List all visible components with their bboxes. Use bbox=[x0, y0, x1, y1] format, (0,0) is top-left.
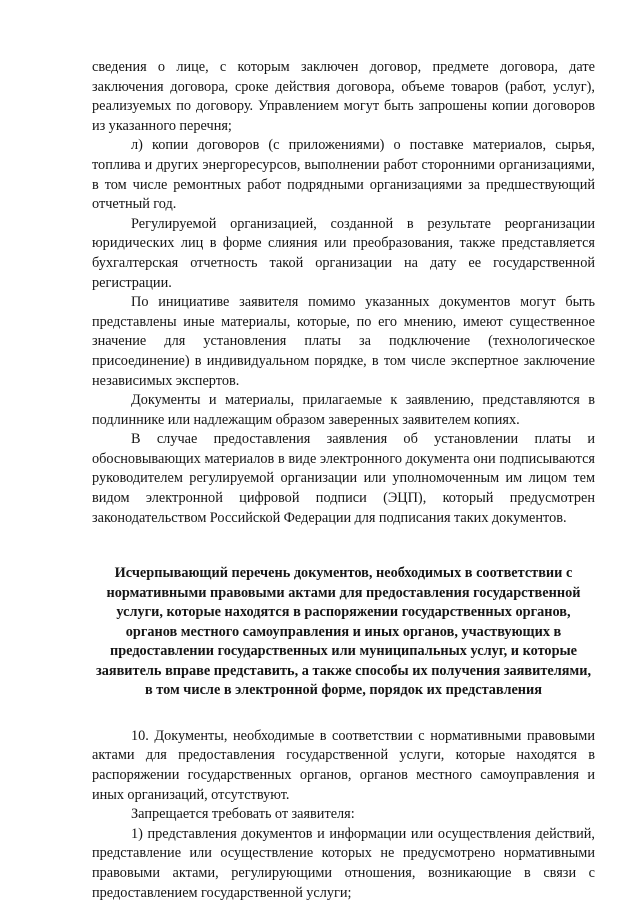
paragraph-additional-materials: По инициативе заявителя помимо указанных документов могут быть представлены иные материалы, которые, по его мнению, имеют существенное значение для установления платы за подключение (технологическое присоединение) в индивидуальном порядке, в том числе экспертное заключение независимых экспертов. bbox=[92, 294, 595, 389]
section-heading: Исчерпывающий перечень документов, необходимых в соответствии с нормативными правовыми актами для предоставления государственной услуги, которые находятся в распоряжении государственных органов, органов местного самоуправления и иных органов, участвующих в предоставлении государственных или муниципальных услуг, и которые заявитель вправе представить, а также способы их получения заявителями, в том числе в электронной форме, порядок их представления bbox=[95, 565, 592, 699]
paragraph-electronic-signature: В случае предоставления заявления об установлении платы и обосновывающих материалов в виде электронного документа они подписываются руководителем регулируемой организации или уполномоченным им лицом тем видом электронной цифровой подписи (ЭЦП), который предусмотрен законодательством Российской Федерации для подписания таких документов. bbox=[92, 431, 595, 526]
paragraph-reorganization: Регулируемой организацией, созданной в результате реорганизации юридических лиц в форме слияния или преобразования, также представляется бухгалтерская отчетность такой организации на дату ее государственной регистрации. bbox=[92, 215, 595, 291]
paragraph-prohibition-1: 1) представления документов и информации или осуществления действий, представление или осуществление которых не предусмотрено нормативными правовыми актами, регулирующими отношения, возникающие в связи с предоставлением государственной услуги; bbox=[92, 825, 595, 901]
paragraph-prohibition-intro: Запрещается требовать от заявителя: bbox=[131, 806, 355, 823]
paragraph-originals-copies: Документы и материалы, прилагаемые к заявлению, представляются в подлиннике или надлежащим образом заверенных заявителем копиях. bbox=[92, 392, 595, 428]
paragraph-item-10: 10. Документы, необходимые в соответствии с нормативными правовыми актами для предоставления государственной услуги, которые находятся в распоряжении государственных органов, органов местного самоуправления и иных организаций, отсутствуют. bbox=[92, 727, 595, 803]
paragraph-item-l: л) копии договоров (с приложениями) о поставке материалов, сырья, топлива и других энергоресурсов, выполнении работ сторонними организациями, в том числе ремонтных работ подрядными организациями за предшествующий отчетный год. bbox=[92, 137, 595, 213]
paragraph-contract-info: сведения о лице, с которым заключен договор, предмете договора, дате заключения договора, сроке действия договора, объеме товаров (работ, услуг), реализуемых по договору. Управлением могут быть запрошены копии договоров из указанного перечня; bbox=[92, 59, 595, 134]
